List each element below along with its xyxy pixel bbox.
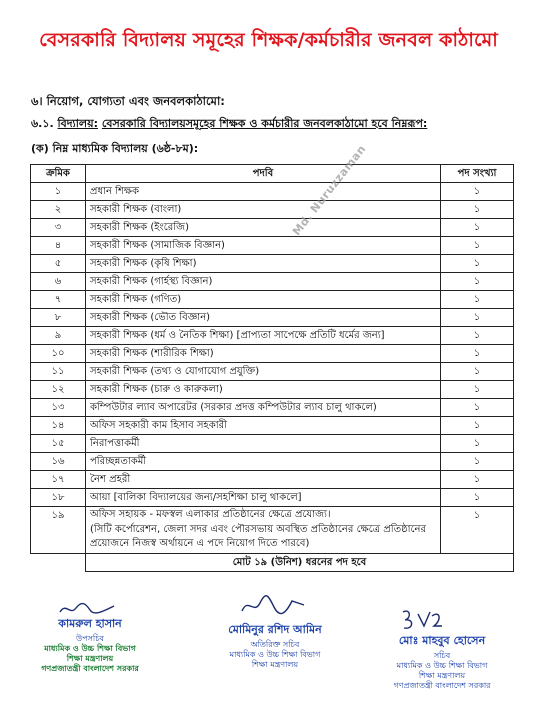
serial-cell: ৫ [31, 255, 86, 273]
count-cell: ১ [441, 471, 514, 489]
count-cell: ১ [441, 255, 514, 273]
document-title: বেসরকারি বিদ্যালয় সমূহের শিক্ষক/কর্মচারীর জনবল কাঠামো [39, 29, 498, 51]
signatory-title: অতিরিক্ত সচিব [250, 640, 300, 649]
post-cell: সহকারী শিক্ষক (কৃষি শিক্ষা) [86, 255, 441, 273]
staff-structure-table [30, 164, 514, 572]
signature-block-3 [372, 632, 512, 691]
signatory-title: উপসচিব [75, 634, 104, 643]
count-cell: ১ [441, 453, 514, 471]
category-heading: (ক) নিম্ন মাধ্যমিক বিদ্যালয় (৬ষ্ঠ-৮ম): [31, 142, 199, 155]
count-cell: ১ [441, 345, 514, 363]
serial-cell: ৭ [31, 291, 86, 309]
subsection-number: ৬.১. [31, 117, 54, 130]
table-row [31, 237, 514, 255]
table-row [31, 363, 514, 381]
serial-cell: ১০ [31, 345, 86, 363]
table-row [31, 201, 514, 219]
table-row [31, 255, 514, 273]
count-cell: ১ [441, 273, 514, 291]
subsection-text: বেসরকারি বিদ্যালয়সমূহের শিক্ষক ও কর্মচারীর জনবলকাঠামো হবে নিম্নরূপ: [101, 117, 428, 130]
table-row [31, 399, 514, 417]
signatory-name: মোমিনুর রশিদ আমিন [228, 623, 322, 636]
table-row [31, 309, 514, 327]
post-cell [86, 507, 441, 554]
post-cell: আয়া [বালিকা বিদ্যালয়ের জন্য/সহশিক্ষা চালু থাকলে] [86, 489, 441, 507]
serial-cell: ১৭ [31, 471, 86, 489]
count-cell: ১ [441, 291, 514, 309]
table-row [31, 345, 514, 363]
header-post: পদবি [86, 165, 441, 183]
table-row [31, 435, 514, 453]
watermark: Md. Nuruzzaman [290, 142, 369, 239]
signature-scribble-3 [400, 606, 444, 632]
post-cell: সহকারী শিক্ষক (চারু ও কারুকলা) [86, 381, 441, 399]
signatory-ministry: শিক্ষা মন্ত্রণালয় [251, 660, 299, 669]
post-cell: সহকারী শিক্ষক (গণিত) [86, 291, 441, 309]
post-cell: সহকারী শিক্ষক (তথ্য ও যোগাযোগ প্রযুক্তি) [86, 363, 441, 381]
post-text: অফিস সহায়ক - মফস্বল এলাকার প্রতিষ্ঠানের ক্ষেত্রে প্রযোজ্য। [90, 509, 331, 520]
serial-cell: ৮ [31, 309, 86, 327]
post-cell: প্রধান শিক্ষক [86, 183, 441, 201]
serial-cell: ৩ [31, 219, 86, 237]
post-cell: সহকারী শিক্ষক (ইংরেজি) [86, 219, 441, 237]
table-row [31, 471, 514, 489]
table-row [31, 327, 514, 345]
header-serial: ক্রমিক [31, 165, 86, 183]
serial-cell: ১১ [31, 363, 86, 381]
post-note: (সিটি কর্পোরেশন, জেলা সদর এবং পৌরসভায় অবস্থিত প্রতিষ্ঠানের ক্ষেত্রে প্রতিষ্ঠানের প্রয়োজনে নিজস্ব অর্থায়নে এ পদে নিয়োগ দিতে পারবে) [90, 523, 427, 549]
count-cell: ১ [441, 237, 514, 255]
signatory-title: সচিব [433, 651, 451, 660]
serial-cell: ১ [31, 183, 86, 201]
count-cell: ১ [441, 201, 514, 219]
post-cell: নৈশ প্রহরী [86, 471, 441, 489]
total-cell: মোট ১৯ (উনিশ) ধরনের পদ হবে [86, 553, 514, 571]
count-cell: ১ [441, 399, 514, 417]
section-heading: ৬। নিয়োগ, যোগ্যতা এবং জনবলকাঠামো: [31, 94, 225, 108]
table-row [31, 291, 514, 309]
total-row [31, 553, 514, 571]
table-row [31, 219, 514, 237]
post-cell: কম্পিউটার ল্যাব অপারেটর (সরকার প্রদত্ত কম্পিউটার ল্যাব চালু থাকলে) [86, 399, 441, 417]
table-row [31, 381, 514, 399]
serial-cell: ৯ [31, 327, 86, 345]
post-cell: সহকারী শিক্ষক (শারীরিক শিক্ষা) [86, 345, 441, 363]
signatory-division: মাধ্যমিক ও উচ্চ শিক্ষা বিভাগ [396, 661, 488, 670]
serial-cell: ৪ [31, 237, 86, 255]
serial-cell: ১২ [31, 381, 86, 399]
signature-scribble-2 [238, 593, 308, 617]
count-cell: ১ [441, 327, 514, 345]
count-cell: ১ [441, 507, 514, 554]
signature-block-2 [210, 621, 340, 670]
serial-cell: ১৫ [31, 435, 86, 453]
signatory-ministry: শিক্ষা মন্ত্রণালয় [418, 671, 466, 680]
signatory-ministry: শিক্ষা মন্ত্রণালয় [66, 654, 114, 663]
post-cell: সহকারী শিক্ষক (ধর্ম ও নৈতিক শিক্ষা) [প্রাপ্যতা সাপেক্ষে প্রতিটি ধর্মের জন্য] [86, 327, 441, 345]
count-cell: ১ [441, 219, 514, 237]
count-cell: ১ [441, 381, 514, 399]
serial-cell: ১৬ [31, 453, 86, 471]
signatory-government: গণপ্রজাতন্ত্রী বাংলাদেশ সরকার [41, 664, 139, 673]
count-cell: ১ [441, 435, 514, 453]
post-cell: সহকারী শিক্ষক (গার্হস্থ্য বিজ্ঞান) [86, 273, 441, 291]
serial-cell: ১৯ [31, 507, 86, 554]
subsection-label: বিদ্যালয়: [57, 117, 99, 130]
post-cell: পরিচ্ছন্নতাকর্মী [86, 453, 441, 471]
count-cell: ১ [441, 183, 514, 201]
post-cell: সহকারী শিক্ষক (বাংলা) [86, 201, 441, 219]
signatory-government: গণপ্রজাতন্ত্রী বাংলাদেশ সরকার [393, 681, 491, 690]
post-cell: সহকারী শিক্ষক (সামাজিক বিজ্ঞান) [86, 237, 441, 255]
last-table-row [31, 507, 514, 554]
serial-cell: ১৪ [31, 417, 86, 435]
signatory-name: কামরুল হাসান [58, 617, 122, 630]
count-cell: ১ [441, 417, 514, 435]
signatory-name: মোঃ মাহবুব হোসেন [398, 634, 486, 647]
post-cell: সহকারী শিক্ষক (ভৌত বিজ্ঞান) [86, 309, 441, 327]
serial-cell: ১৮ [31, 489, 86, 507]
table-row [31, 453, 514, 471]
signatory-division: মাধ্যমিক ও উচ্চ শিক্ষা বিভাগ [44, 644, 136, 653]
count-cell: ১ [441, 309, 514, 327]
table-row [31, 183, 514, 201]
signatory-division: মাধ্যমিক ও উচ্চ শিক্ষা বিভাগ [229, 650, 321, 659]
post-cell: নিরাপত্তাকর্মী [86, 435, 441, 453]
serial-cell: ২ [31, 201, 86, 219]
table-row [31, 489, 514, 507]
count-cell: ১ [441, 363, 514, 381]
signature-block-1 [30, 615, 150, 674]
count-cell: ১ [441, 489, 514, 507]
serial-cell: ১৩ [31, 399, 86, 417]
table-header-row [31, 165, 514, 183]
table-row [31, 273, 514, 291]
table-body [31, 183, 514, 507]
subsection-heading [31, 115, 427, 134]
serial-cell: ৬ [31, 273, 86, 291]
header-count: পদ সংখ্যা [441, 165, 514, 183]
post-cell: অফিস সহকারী কাম হিসাব সহকারী [86, 417, 441, 435]
table-row [31, 417, 514, 435]
